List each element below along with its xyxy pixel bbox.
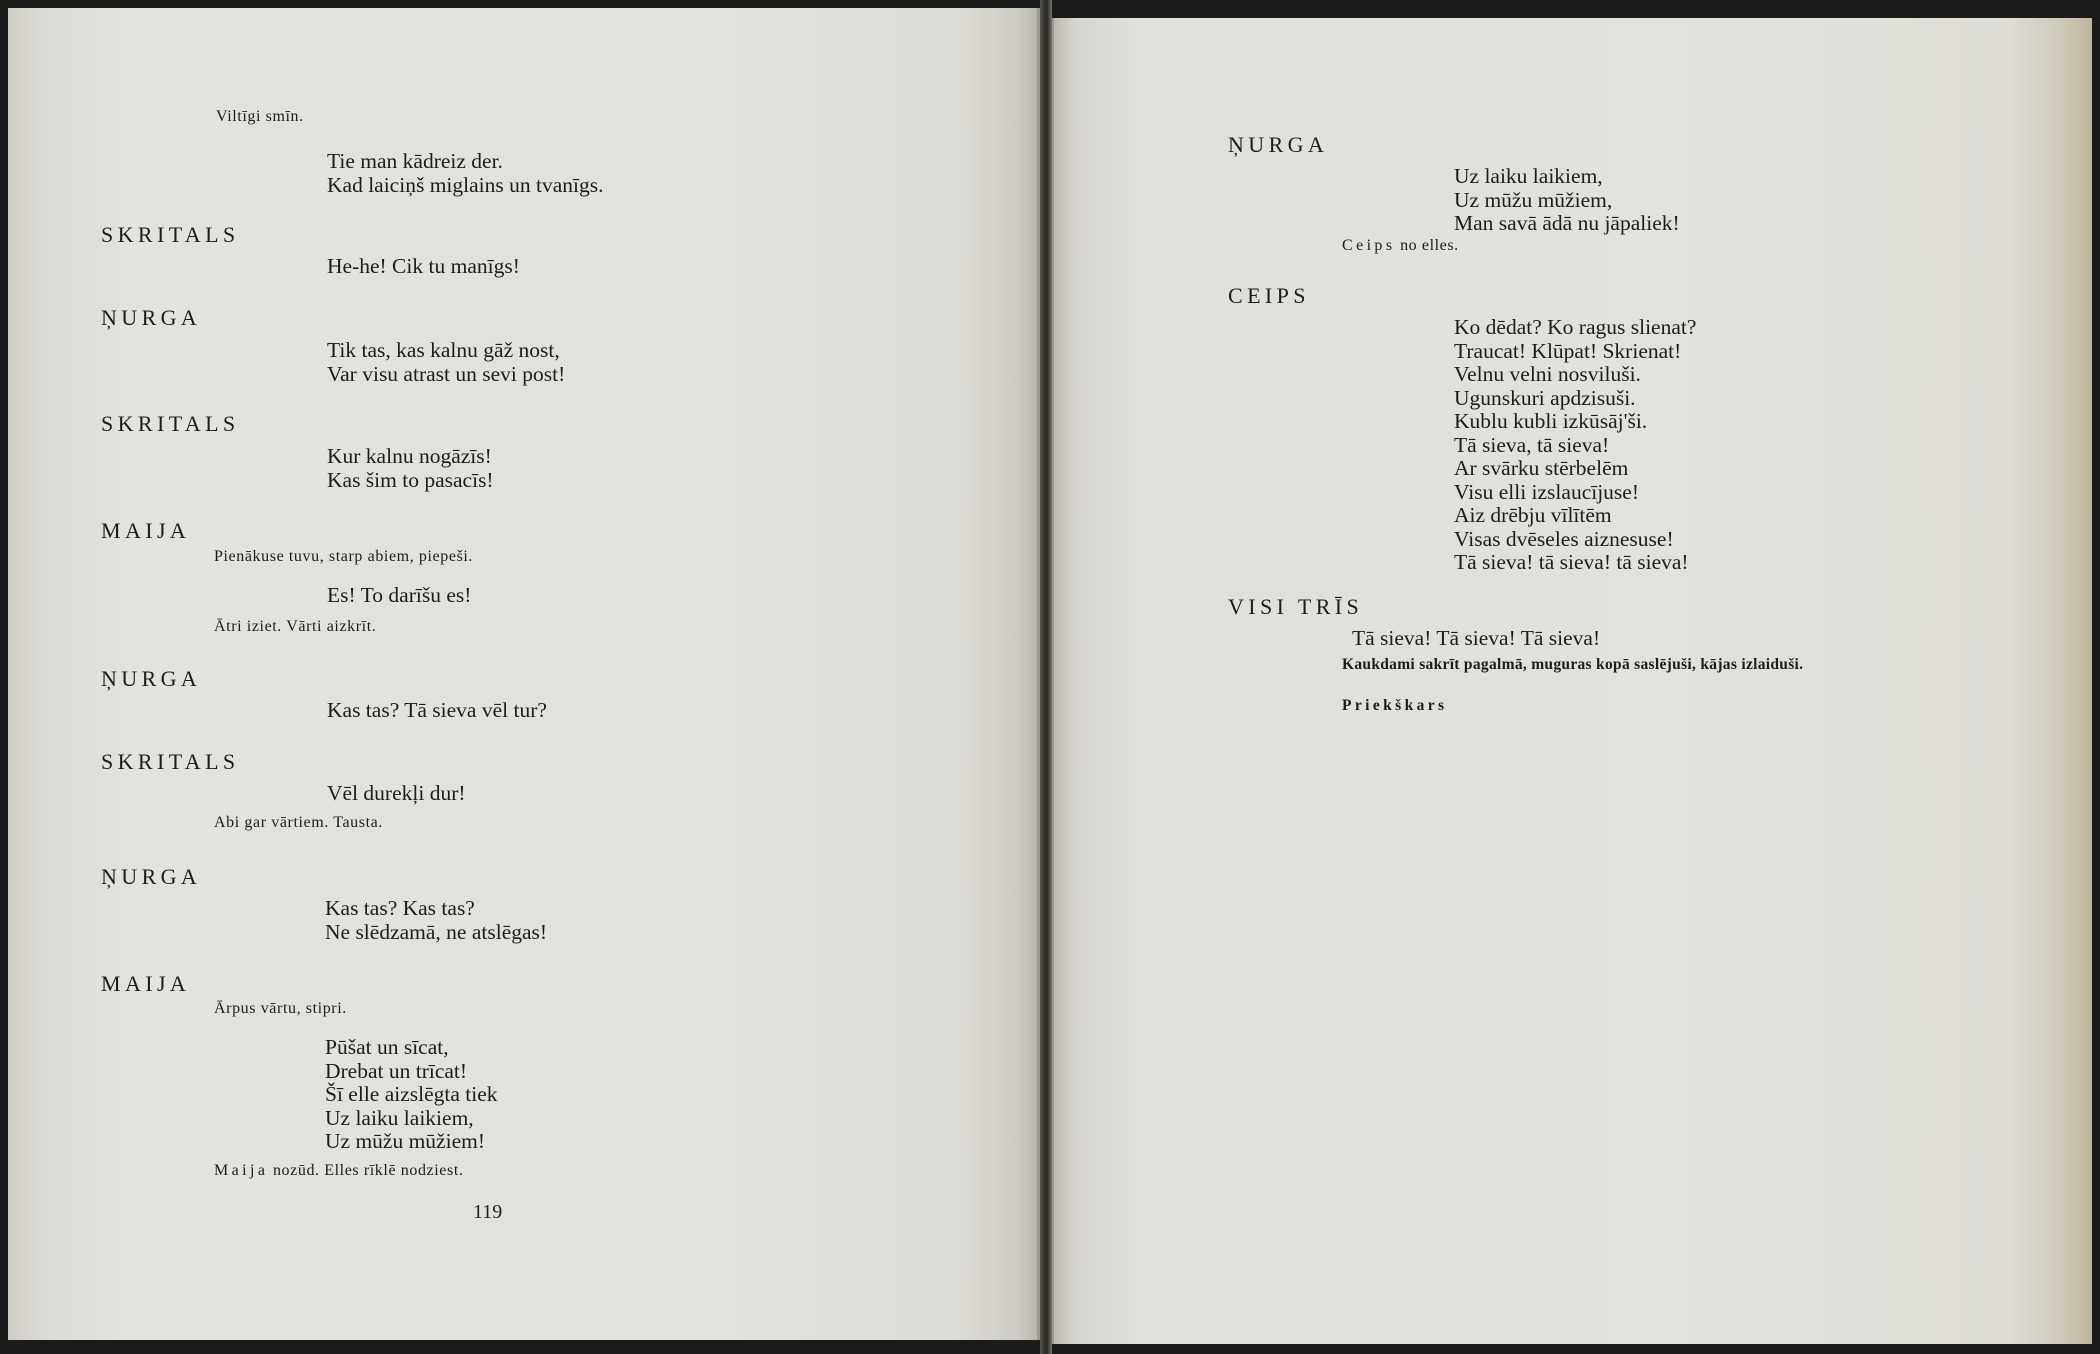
right-page bbox=[1052, 18, 2092, 1344]
verse-line: Ar svārku stērbelēm bbox=[1454, 456, 1629, 480]
speaker-name: MAIJA bbox=[101, 971, 191, 996]
page-number: 119 bbox=[473, 1201, 503, 1223]
curtain-direction: Priekškars bbox=[1342, 697, 1448, 714]
verse-line: Pūšat un sīcat, bbox=[325, 1035, 449, 1059]
stage-direction: Pienākuse tuvu, starp abiem, piepeši. bbox=[214, 548, 474, 565]
verse-line: Vēl durekļi dur! bbox=[327, 781, 466, 805]
verse-line: Velnu velni nosviluši. bbox=[1454, 362, 1641, 386]
verse-block bbox=[327, 150, 603, 197]
verse-line: Uz mūžu mūžiem! bbox=[325, 1129, 486, 1153]
verse-line: Es! To darīšu es! bbox=[327, 583, 472, 607]
verse-line: Kas tas? Kas tas? bbox=[325, 896, 475, 920]
verse-line: Visas dvēseles aiznesuse! bbox=[1454, 526, 1674, 551]
verse-line: Kur kalnu nogāzīs! bbox=[327, 444, 492, 468]
speaker-name: ŅURGA bbox=[1228, 132, 1329, 157]
verse-block bbox=[325, 1036, 498, 1154]
verse-block bbox=[327, 339, 565, 386]
verse-line: Kas šim to pasacīs! bbox=[327, 467, 494, 492]
speaker-name: MAIJA bbox=[101, 518, 191, 543]
verse-line: He-he! Cik tu manīgs! bbox=[327, 254, 520, 278]
speaker-name: SKRITALS bbox=[101, 222, 240, 247]
verse-line: Tā sieva! Tā sieva! Tā sieva! bbox=[1352, 626, 1601, 650]
verse-line: Uz laiku laikiem, bbox=[325, 1105, 474, 1130]
verse-line: Tie man kādreiz der. bbox=[327, 149, 503, 173]
speaker-name: SKRITALS bbox=[101, 411, 240, 436]
speaker-name: SKRITALS bbox=[101, 749, 240, 774]
verse-line: Kas tas? Tā sieva vēl tur? bbox=[327, 698, 547, 722]
verse-block bbox=[1454, 165, 1680, 236]
stage-direction bbox=[214, 1162, 463, 1180]
verse-line: Tā sieva, tā sieva! bbox=[1454, 432, 1610, 457]
verse-block bbox=[325, 897, 547, 944]
book-spine bbox=[1040, 0, 1052, 1354]
verse-block bbox=[327, 699, 547, 723]
verse-line: Var visu atrast un sevi post! bbox=[327, 361, 566, 386]
verse-block bbox=[1454, 316, 1696, 575]
stage-direction-name: Maija bbox=[214, 1162, 269, 1179]
stage-direction: Kaukdami sakrīt pagalmā, muguras kopā saslējuši, kājas izlaiduši. bbox=[1342, 656, 1804, 673]
verse-line: Man savā ādā nu jāpaliek! bbox=[1454, 211, 1680, 235]
stage-direction bbox=[1342, 237, 1459, 255]
verse-line: Tā sieva! tā sieva! tā sieva! bbox=[1454, 550, 1689, 574]
verse-line: Kad laiciņš miglains un tvanīgs. bbox=[327, 172, 604, 197]
verse-line: Visu elli izslaucījuse! bbox=[1454, 479, 1639, 504]
verse-line: Ne slēdzamā, ne atslēgas! bbox=[325, 919, 548, 944]
verse-line: Traucat! Klūpat! Skrienat! bbox=[1454, 338, 1682, 363]
speaker-name: ŅURGA bbox=[101, 666, 202, 691]
verse-line: Ko dēdat? Ko ragus slienat? bbox=[1454, 315, 1697, 339]
speaker-name: ŅURGA bbox=[101, 864, 202, 889]
verse-line: Aiz drēbju vīlītēm bbox=[1454, 503, 1612, 527]
stage-direction-name: Ceips bbox=[1342, 237, 1396, 254]
stage-direction: Abi gar vārtiem. Tausta. bbox=[214, 814, 383, 831]
verse-line: Tik tas, kas kalnu gāž nost, bbox=[327, 338, 560, 362]
verse-line: Uz mūžu mūžiem, bbox=[1454, 187, 1613, 212]
verse-line: Uz laiku laikiem, bbox=[1454, 164, 1603, 188]
speaker-name: CEIPS bbox=[1228, 283, 1310, 308]
speaker-name: ŅURGA bbox=[101, 305, 202, 330]
stage-direction-text: no elles. bbox=[1400, 237, 1459, 254]
stage-direction: Ātri iziet. Vārti aizkrīt. bbox=[214, 618, 377, 635]
verse-line: Šī elle aizslēgta tiek bbox=[325, 1082, 498, 1106]
verse-line: Kublu kubli izkūsāj'ši. bbox=[1454, 409, 1648, 433]
verse-block bbox=[327, 782, 466, 806]
verse-block bbox=[1352, 627, 1600, 651]
stage-direction: Viltīgi smīn. bbox=[216, 108, 304, 125]
verse-block bbox=[327, 445, 494, 492]
stage-direction-text: nozūd. Elles rīklē nodziest. bbox=[272, 1162, 464, 1179]
verse-block bbox=[327, 584, 471, 608]
left-page bbox=[8, 8, 1040, 1340]
verse-line: Ugunskuri apdzisuši. bbox=[1454, 385, 1636, 410]
stage-direction: Ārpus vārtu, stipri. bbox=[214, 1000, 347, 1017]
verse-block bbox=[327, 255, 520, 279]
verse-line: Drebat un trīcat! bbox=[325, 1058, 468, 1083]
speaker-name: VISI TRĪS bbox=[1228, 594, 1364, 619]
